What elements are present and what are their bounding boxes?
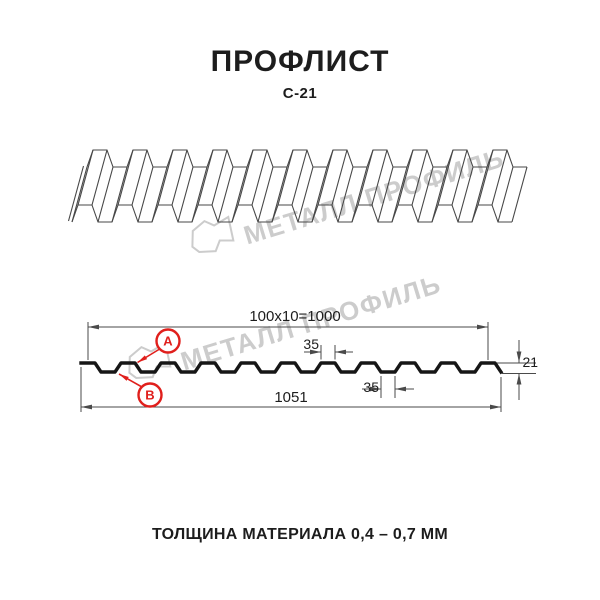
cross-section-view xyxy=(81,363,501,372)
dim-text-full-width: 1051 xyxy=(274,389,308,406)
dim-text-top-flange: 35 xyxy=(303,336,319,352)
profile-diagram: МЕТАЛЛ ПРОФИЛЬ 100x10=1000 1051 35 35 21 A B xyxy=(0,0,600,600)
profile-model-label: С-21 xyxy=(282,85,318,102)
dim-text-bottom-flange: 35 xyxy=(363,379,379,395)
callouts xyxy=(119,330,180,407)
cross-section-outline xyxy=(81,363,501,372)
callout-a-letter: A xyxy=(163,333,173,349)
page-title: ПРОФЛИСТ xyxy=(210,45,390,78)
watermark-upper xyxy=(186,132,508,266)
dim-text-cover-width: 100x10=1000 xyxy=(249,308,341,325)
thickness-note: ТОЛЩИНА МАТЕРИАЛА 0,4 – 0,7 ММ xyxy=(151,526,449,543)
dim-text-height: 21 xyxy=(522,354,539,370)
callout-b-letter: B xyxy=(145,387,155,403)
